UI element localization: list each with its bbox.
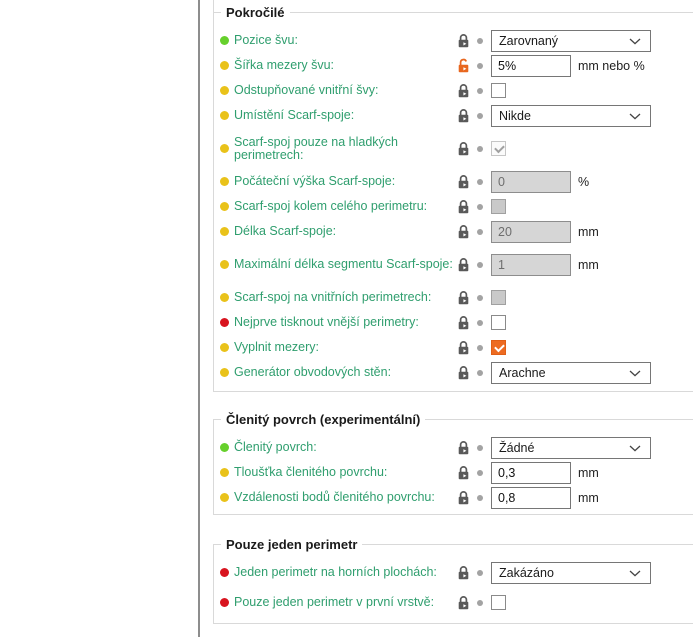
unit-label: mm <box>578 224 599 239</box>
checkbox[interactable] <box>491 340 506 355</box>
checkbox[interactable] <box>491 83 506 98</box>
group-title: Členitý povrch (experimentální) <box>226 412 421 427</box>
dropdown-select[interactable] <box>491 437 651 459</box>
checkbox <box>491 199 506 214</box>
revert-dot-icon[interactable] <box>477 295 483 301</box>
unit-label: mm <box>578 490 599 505</box>
setting-row <box>220 285 693 310</box>
lock-closed-icon[interactable] <box>456 108 471 124</box>
mode-bullet-green-icon <box>220 36 229 45</box>
setting-label: Šířka mezery švu: <box>234 58 335 72</box>
revert-dot-icon[interactable] <box>477 570 483 576</box>
checkbox[interactable] <box>491 315 506 330</box>
revert-dot-icon[interactable] <box>477 113 483 119</box>
mode-bullet-yellow-icon <box>220 144 229 153</box>
setting-label: Členitý povrch: <box>234 440 317 454</box>
lock-closed-icon[interactable] <box>456 141 471 157</box>
setting-row <box>220 219 693 244</box>
setting-label: Tloušťka členitého povrchu: <box>234 465 388 479</box>
setting-label: Maximální délka segmentu Scarf-spoje: <box>234 257 453 271</box>
dropdown-select[interactable] <box>491 562 651 584</box>
setting-label: Vyplnit mezery: <box>234 340 319 354</box>
mode-bullet-yellow-icon <box>220 368 229 377</box>
setting-row <box>220 244 693 285</box>
setting-label: Pozice švu: <box>234 33 298 47</box>
mode-bullet-yellow-icon <box>220 343 229 352</box>
revert-dot-icon[interactable] <box>477 445 483 451</box>
setting-row <box>220 360 693 385</box>
revert-dot-icon[interactable] <box>477 229 483 235</box>
dropdown-value: Nikde <box>499 108 531 123</box>
dropdown-value: Zarovnaný <box>499 33 559 48</box>
dropdown-value: Žádné <box>499 440 535 455</box>
mode-bullet-yellow-icon <box>220 493 229 502</box>
lock-closed-icon[interactable] <box>456 33 471 49</box>
value-input <box>491 221 571 243</box>
mode-bullet-red-icon <box>220 598 229 607</box>
setting-row <box>220 590 693 615</box>
setting-label: Scarf-spoj kolem celého perimetru: <box>234 199 428 213</box>
unit-label: % <box>578 174 590 189</box>
lock-closed-icon[interactable] <box>456 290 471 306</box>
setting-label: Vzdálenosti bodů členitého povrchu: <box>234 490 435 504</box>
value-input[interactable] <box>491 487 571 509</box>
checkbox <box>491 141 506 156</box>
settings-group <box>213 5 693 392</box>
setting-row <box>220 28 693 53</box>
lock-closed-icon[interactable] <box>456 257 471 273</box>
setting-row <box>220 460 693 485</box>
revert-dot-icon[interactable] <box>477 370 483 376</box>
revert-dot-icon[interactable] <box>477 63 483 69</box>
mode-bullet-yellow-icon <box>220 227 229 236</box>
revert-dot-icon[interactable] <box>477 179 483 185</box>
mode-bullet-red-icon <box>220 318 229 327</box>
setting-label: Umístění Scarf-spoje: <box>234 108 355 122</box>
lock-closed-icon[interactable] <box>456 595 471 611</box>
group-title: Pokročilé <box>226 5 285 20</box>
lock-closed-icon[interactable] <box>456 465 471 481</box>
setting-label: Nejprve tisknout vnější perimetry: <box>234 315 419 329</box>
chevron-down-icon <box>629 445 641 452</box>
mode-bullet-yellow-icon <box>220 61 229 70</box>
revert-dot-icon[interactable] <box>477 146 483 152</box>
revert-dot-icon[interactable] <box>477 88 483 94</box>
settings-group <box>213 537 693 624</box>
value-input <box>491 254 571 276</box>
dropdown-value: Zakázáno <box>499 565 554 580</box>
revert-dot-icon[interactable] <box>477 600 483 606</box>
revert-dot-icon[interactable] <box>477 320 483 326</box>
chevron-down-icon <box>629 370 641 377</box>
lock-closed-icon[interactable] <box>456 174 471 190</box>
lock-closed-icon[interactable] <box>456 365 471 381</box>
revert-dot-icon[interactable] <box>477 470 483 476</box>
setting-row <box>220 485 693 510</box>
setting-row <box>220 335 693 360</box>
lock-open-icon[interactable] <box>456 58 471 74</box>
setting-label: Pouze jeden perimetr v první vrstvě: <box>234 595 435 609</box>
unit-label: mm <box>578 465 599 480</box>
value-input <box>491 171 571 193</box>
mode-bullet-green-icon <box>220 443 229 452</box>
revert-dot-icon[interactable] <box>477 262 483 268</box>
panel-divider <box>198 0 200 637</box>
chevron-down-icon <box>629 570 641 577</box>
group-title: Pouze jeden perimetr <box>226 537 358 552</box>
setting-row <box>220 435 693 460</box>
dropdown-select[interactable] <box>491 362 651 384</box>
chevron-down-icon <box>629 113 641 120</box>
mode-bullet-yellow-icon <box>220 111 229 120</box>
revert-dot-icon[interactable] <box>477 204 483 210</box>
checkbox[interactable] <box>491 595 506 610</box>
checkbox <box>491 290 506 305</box>
mode-bullet-yellow-icon <box>220 202 229 211</box>
setting-label: Jeden perimetr na horních plochách: <box>234 565 437 579</box>
setting-label: Scarf-spoj na vnitřních perimetrech: <box>234 290 432 304</box>
value-input[interactable] <box>491 462 571 484</box>
setting-row <box>220 194 693 219</box>
setting-row <box>220 128 693 169</box>
setting-row <box>220 169 693 194</box>
revert-dot-icon[interactable] <box>477 495 483 501</box>
setting-row <box>220 310 693 335</box>
lock-closed-icon[interactable] <box>456 224 471 240</box>
lock-closed-icon[interactable] <box>456 490 471 506</box>
mode-bullet-yellow-icon <box>220 177 229 186</box>
lock-closed-icon[interactable] <box>456 340 471 356</box>
dropdown-select[interactable] <box>491 105 651 127</box>
setting-row <box>220 53 693 78</box>
mode-bullet-red-icon <box>220 568 229 577</box>
chevron-down-icon <box>629 38 641 45</box>
lock-closed-icon[interactable] <box>456 315 471 331</box>
mode-bullet-yellow-icon <box>220 260 229 269</box>
setting-label: Scarf-spoj pouze na hladkých perimetrech: <box>234 134 398 162</box>
setting-label: Délka Scarf-spoje: <box>234 224 337 238</box>
value-input[interactable] <box>491 55 571 77</box>
mode-bullet-yellow-icon <box>220 86 229 95</box>
setting-label: Počáteční výška Scarf-spoje: <box>234 174 396 188</box>
revert-dot-icon[interactable] <box>477 38 483 44</box>
setting-row <box>220 78 693 103</box>
setting-label: Odstupňované vnitřní švy: <box>234 83 379 97</box>
mode-bullet-yellow-icon <box>220 468 229 477</box>
settings-panel <box>213 0 693 624</box>
lock-closed-icon[interactable] <box>456 83 471 99</box>
lock-closed-icon[interactable] <box>456 199 471 215</box>
lock-closed-icon[interactable] <box>456 565 471 581</box>
dropdown-value: Arachne <box>499 365 546 380</box>
unit-label: mm nebo % <box>578 58 645 73</box>
unit-label: mm <box>578 257 599 272</box>
dropdown-select[interactable] <box>491 30 651 52</box>
revert-dot-icon[interactable] <box>477 345 483 351</box>
lock-closed-icon[interactable] <box>456 440 471 456</box>
settings-group <box>213 412 693 515</box>
setting-row <box>220 103 693 128</box>
setting-label: Generátor obvodových stěn: <box>234 365 392 379</box>
mode-bullet-yellow-icon <box>220 293 229 302</box>
setting-row <box>220 560 693 585</box>
